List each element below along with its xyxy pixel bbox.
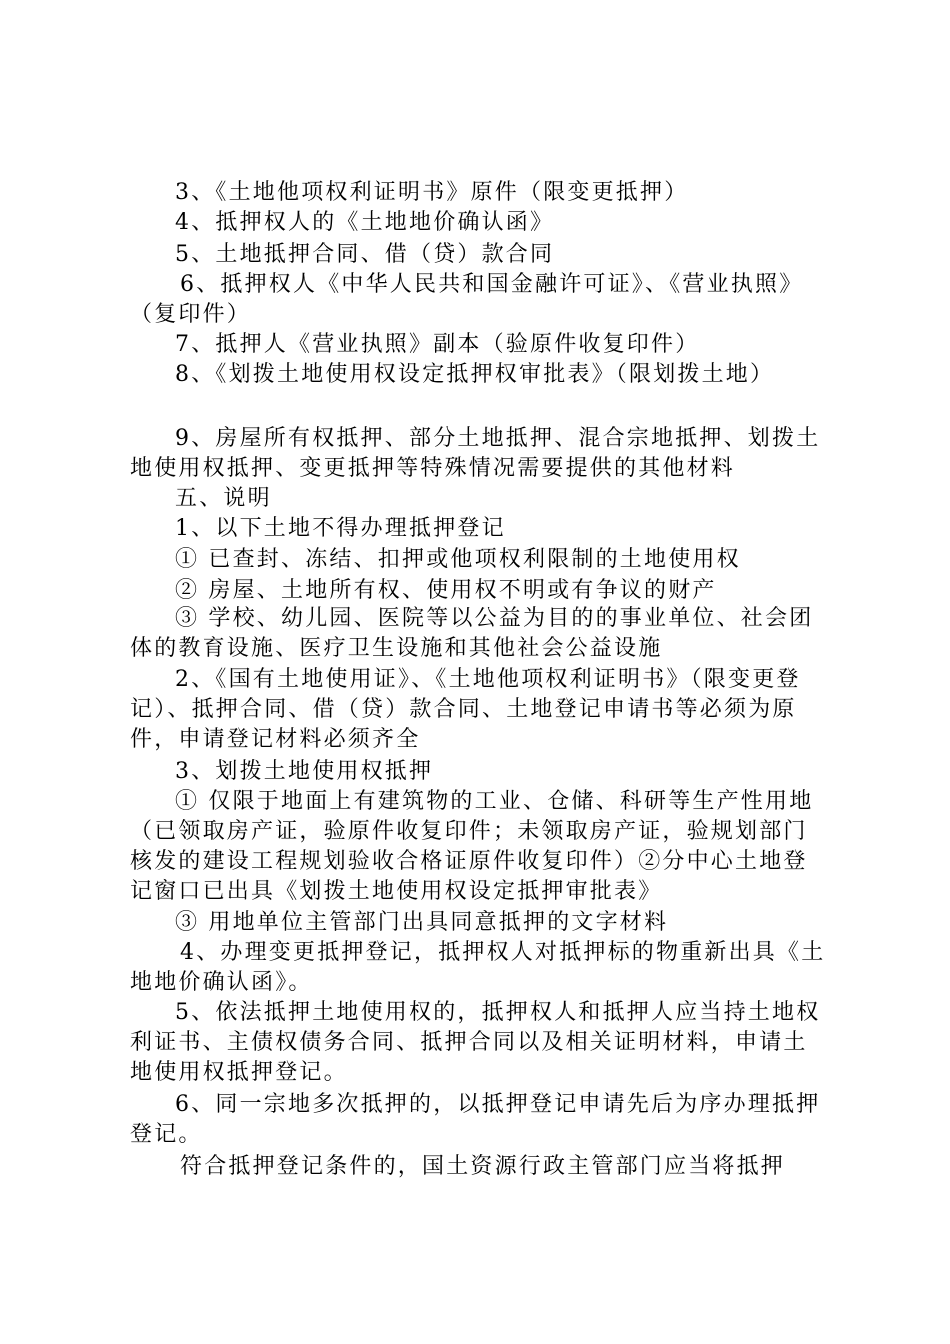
- explanation-item-3: 3、划拨土地使用权抵押: [175, 759, 434, 784]
- explanation-subitem-1: ① 已查封、冻结、扣押或他项权利限制的土地使用权: [175, 547, 741, 572]
- paragraph-item-6: 6、抵押权人《中华人民共和国金融许可证》、《营业执照》（复印件）: [130, 272, 804, 327]
- explanation-subitem-allocated: ① 仅限于地面上有建筑物的工业、仓储、科研等生产性用地（已领取房产证，验原件收复印件；未领取房产证，验规划部门核发的建设工程规划验收合格证原件收复印件）②分中心土地登记窗口已出具《划拨土地使用权设定抵押审批表》: [130, 789, 814, 904]
- explanation-item-6: 6、同一宗地多次抵押的，以抵押登记申请先后为序办理抵押登记。: [130, 1092, 821, 1147]
- explanation-item-2: 2、《国有土地使用证》、《土地他项权利证明书》（限变更登记）、抵押合同、借（贷）款合同、土地登记申请书等必须为原件，申请登记材料必须齐全: [130, 667, 801, 752]
- paragraph-item-5: 5、土地抵押合同、借（贷）款合同: [175, 242, 555, 267]
- explanation-item-5: 5、依法抵押土地使用权的，抵押权人和抵押人应当持土地权利证书、主债权债务合同、抵押合同以及相关证明材料，申请土地使用权抵押登记。: [130, 1000, 821, 1085]
- paragraph-item-3: 3、《土地他项权利证明书》原件（限变更抵押）: [175, 180, 689, 205]
- closing-paragraph: 符合抵押登记条件的，国土资源行政主管部门应当将抵押: [180, 1154, 786, 1179]
- paragraph-item-8: 8、《划拨土地使用权设定抵押权审批表》（限划拨土地）: [175, 362, 775, 387]
- explanation-subitem-2: ② 房屋、土地所有权、使用权不明或有争议的财产: [175, 578, 717, 603]
- paragraph-item-7: 7、抵押人《营业执照》副本（验原件收复印件）: [175, 332, 700, 357]
- explanation-subitem-3: ③ 学校、幼儿园、医院等以公益为目的的事业单位、社会团体的教育设施、医疗卫生设施和其他社会公益设施: [130, 606, 814, 661]
- explanation-item-4: 4、办理变更抵押登记，抵押权人对抵押标的物重新出具《土地地价确认函》。: [130, 940, 826, 995]
- paragraph-item-9: 9、房屋所有权抵押、部分土地抵押、混合宗地抵押、划拨土地使用权抵押、变更抵押等特殊情况需要提供的其他材料: [130, 426, 821, 481]
- paragraph-item-4: 4、抵押权人的《土地地价确认函》: [175, 210, 555, 235]
- section-heading-explanation: 五、说明: [175, 486, 272, 511]
- explanation-subitem-approval: ③ 用地单位主管部门出具同意抵押的文字材料: [175, 910, 669, 935]
- explanation-item-1: 1、以下土地不得办理抵押登记: [175, 516, 506, 541]
